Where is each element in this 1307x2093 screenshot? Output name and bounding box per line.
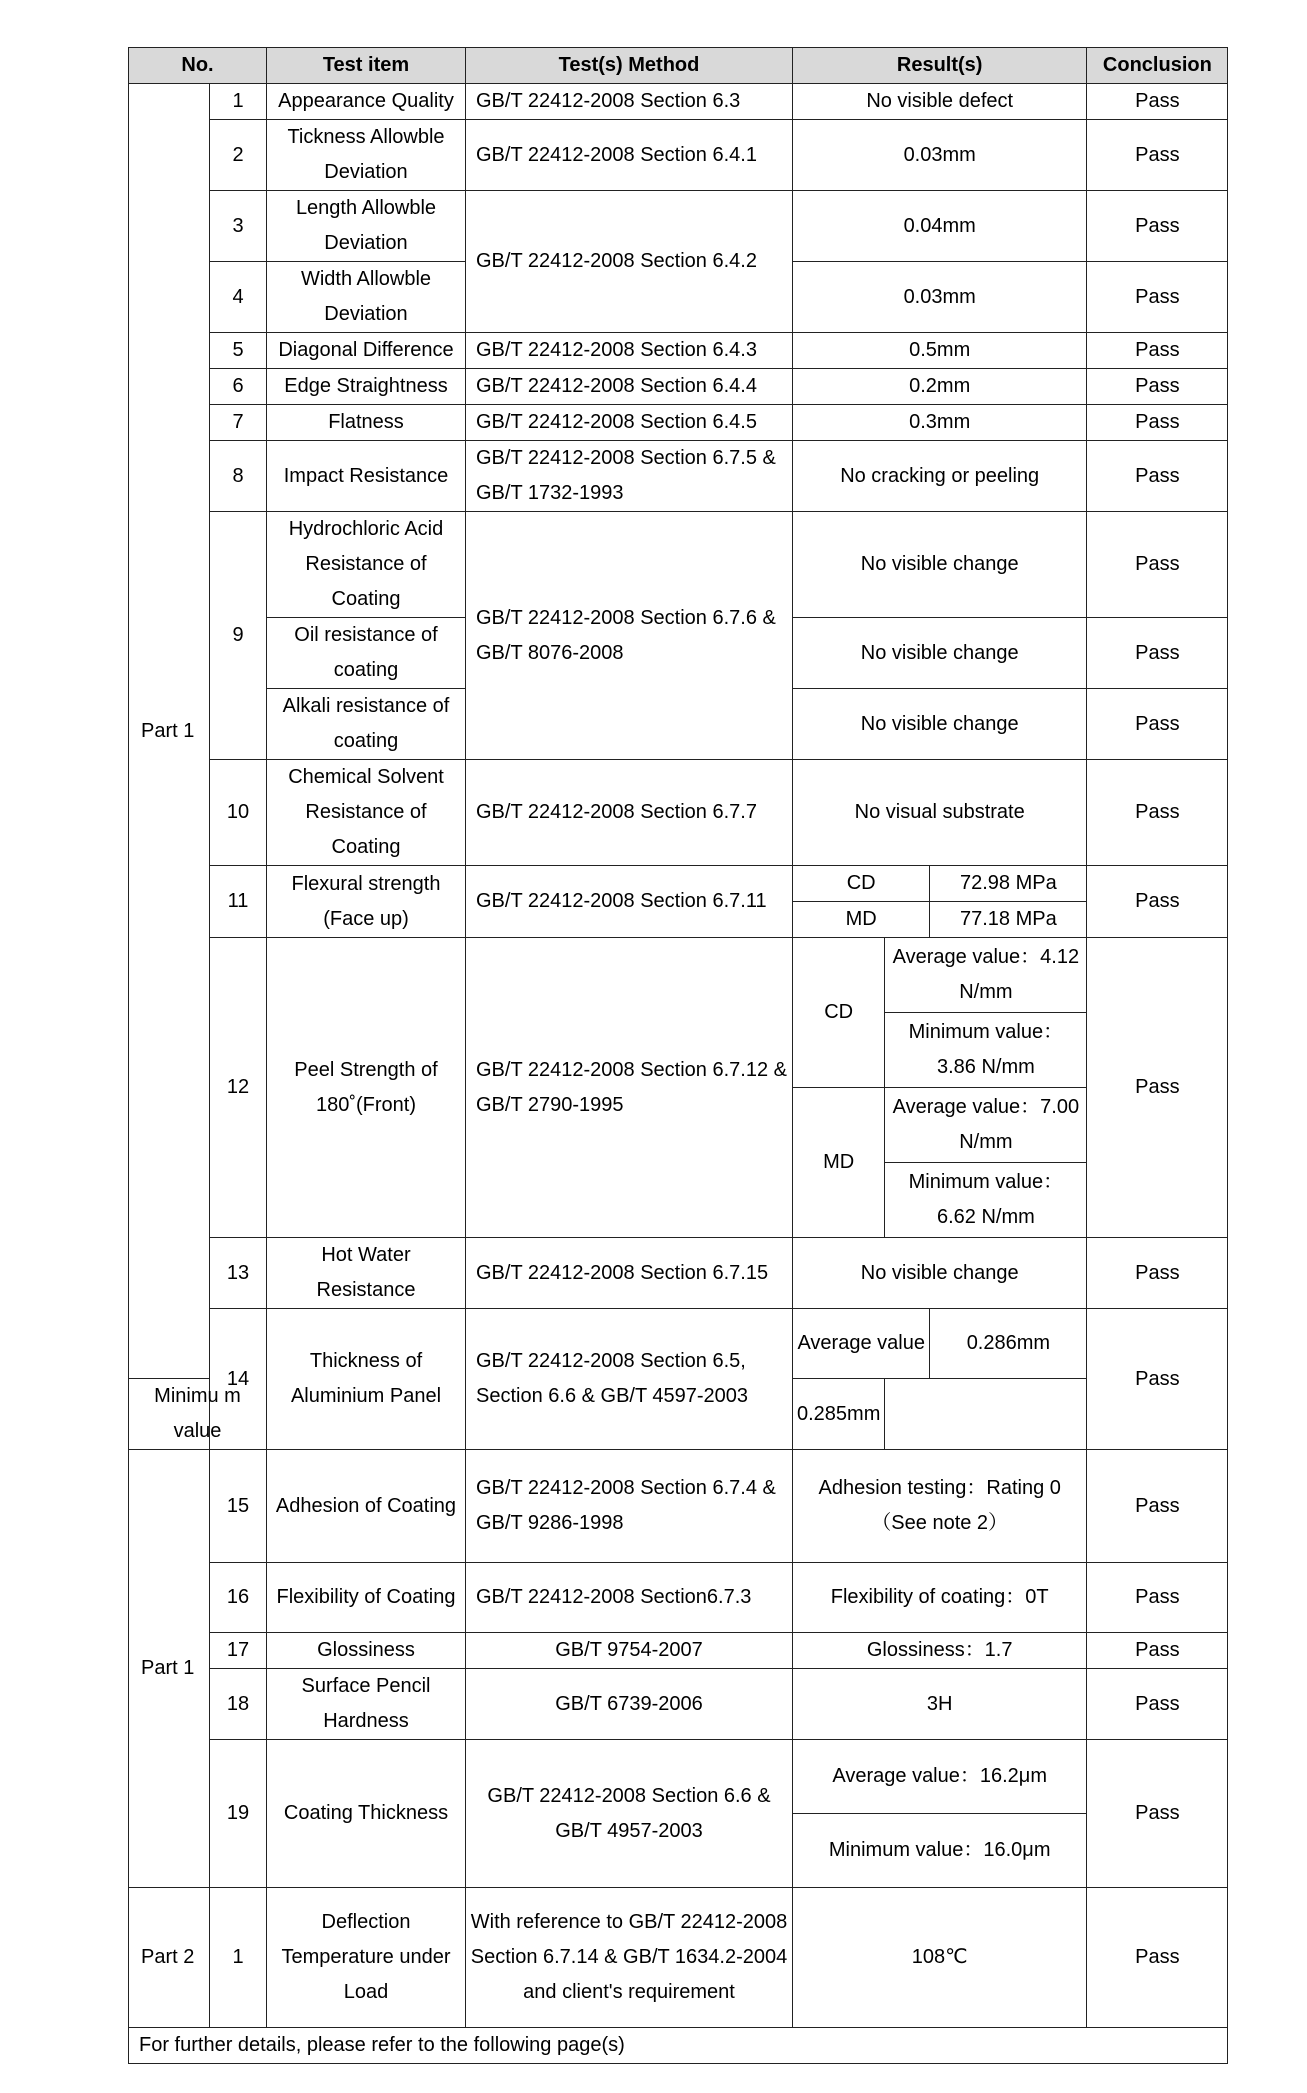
test-result: Glossiness：1.7 bbox=[793, 1633, 1087, 1669]
test-result: No cracking or peeling bbox=[793, 441, 1087, 512]
table-row bbox=[129, 120, 1228, 191]
test-result: 0.03mm bbox=[793, 262, 1087, 333]
test-item: Flexural strength (Face up) bbox=[267, 866, 466, 938]
conclusion: Pass bbox=[1087, 441, 1228, 512]
test-result: 0.286mm bbox=[930, 1309, 1087, 1379]
direction-label: CD bbox=[793, 938, 885, 1088]
table-row bbox=[129, 866, 1228, 902]
conclusion: Pass bbox=[1087, 369, 1228, 405]
row-number: 16 bbox=[210, 1563, 267, 1633]
table-row bbox=[129, 441, 1228, 512]
test-method: GB/T 22412-2008 Section 6.5, Section 6.6 & GB/T 4597-2003 bbox=[466, 1309, 793, 1450]
row-number: 6 bbox=[210, 369, 267, 405]
conclusion: Pass bbox=[1087, 512, 1228, 618]
conclusion: Pass bbox=[1087, 1888, 1228, 2028]
row-number: 1 bbox=[210, 84, 267, 120]
row-number: 10 bbox=[210, 760, 267, 866]
test-method: GB/T 22412-2008 Section 6.7.5 & GB/T 1732-1993 bbox=[466, 441, 793, 512]
conclusion: Pass bbox=[1087, 1563, 1228, 1633]
table-row bbox=[129, 512, 1228, 618]
header-results: Result(s) bbox=[793, 48, 1087, 84]
test-method: GB/T 22412-2008 Section 6.7.4 & GB/T 9286-1998 bbox=[466, 1450, 793, 1563]
table-row bbox=[129, 1309, 1228, 1379]
test-result: Flexibility of coating：0T bbox=[793, 1563, 1087, 1633]
table-row bbox=[129, 1740, 1228, 1814]
part-label: Part 1 bbox=[129, 1450, 210, 1888]
conclusion: Pass bbox=[1087, 1633, 1228, 1669]
conclusion: Pass bbox=[1087, 1309, 1228, 1450]
test-result: No visual substrate bbox=[793, 760, 1087, 866]
table-row bbox=[129, 369, 1228, 405]
conclusion: Pass bbox=[1087, 333, 1228, 369]
table-row bbox=[129, 84, 1228, 120]
row-number: 11 bbox=[210, 866, 267, 938]
row-number: 2 bbox=[210, 120, 267, 191]
test-item: Surface Pencil Hardness bbox=[267, 1669, 466, 1740]
test-method: GB/T 22412-2008 Section 6.7.15 bbox=[466, 1238, 793, 1309]
conclusion: Pass bbox=[1087, 191, 1228, 262]
test-item: Adhesion of Coating bbox=[267, 1450, 466, 1563]
test-method: GB/T 22412-2008 Section 6.4.1 bbox=[466, 120, 793, 191]
test-result: Minimum value：16.0μm bbox=[793, 1814, 1087, 1888]
test-item: Edge Straightness bbox=[267, 369, 466, 405]
test-result: Average value：4.12 N/mm bbox=[885, 938, 1087, 1013]
table-row bbox=[129, 938, 1228, 1013]
value-label: Minimu m value bbox=[129, 1379, 267, 1450]
conclusion: Pass bbox=[1087, 1669, 1228, 1740]
table-row bbox=[129, 1238, 1228, 1309]
test-method: With reference to GB/T 22412-2008 Section 6.7.14 & GB/T 1634.2-2004 and client's requirement bbox=[466, 1888, 793, 2028]
table-row bbox=[129, 1669, 1228, 1740]
part-label: Part 1 bbox=[129, 84, 210, 1379]
test-result: No visible change bbox=[793, 1238, 1087, 1309]
test-item: Thickness of Aluminium Panel bbox=[267, 1309, 466, 1450]
conclusion: Pass bbox=[1087, 760, 1228, 866]
test-item: Alkali resistance of coating bbox=[267, 689, 466, 760]
table-row bbox=[129, 405, 1228, 441]
conclusion: Pass bbox=[1087, 1450, 1228, 1563]
direction-label: MD bbox=[793, 902, 930, 938]
test-result: No visible change bbox=[793, 689, 1087, 760]
direction-label: CD bbox=[793, 866, 930, 902]
table-row bbox=[129, 1563, 1228, 1633]
test-item: Width Allowble Deviation bbox=[267, 262, 466, 333]
test-results-table bbox=[128, 47, 1228, 2064]
test-item: Length Allowble Deviation bbox=[267, 191, 466, 262]
test-method: GB/T 22412-2008 Section 6.7.12 & GB/T 2790-1995 bbox=[466, 938, 793, 1238]
test-result: No visible change bbox=[793, 512, 1087, 618]
footer-row bbox=[129, 2028, 1228, 2064]
test-method: GB/T 22412-2008 Section 6.4.2 bbox=[466, 191, 793, 333]
conclusion: Pass bbox=[1087, 120, 1228, 191]
test-result: 0.04mm bbox=[793, 191, 1087, 262]
row-number: 17 bbox=[210, 1633, 267, 1669]
conclusion: Pass bbox=[1087, 84, 1228, 120]
conclusion: Pass bbox=[1087, 938, 1228, 1238]
part-label: Part 2 bbox=[129, 1888, 210, 2028]
test-item: Chemical Solvent Resistance of Coating bbox=[267, 760, 466, 866]
table-row bbox=[129, 333, 1228, 369]
row-number: 15 bbox=[210, 1450, 267, 1563]
test-method: GB/T 22412-2008 Section 6.7.11 bbox=[466, 866, 793, 938]
test-item: Flexibility of Coating bbox=[267, 1563, 466, 1633]
test-item: Impact Resistance bbox=[267, 441, 466, 512]
test-item: Diagonal Difference bbox=[267, 333, 466, 369]
conclusion: Pass bbox=[1087, 689, 1228, 760]
test-method: GB/T 22412-2008 Section 6.4.4 bbox=[466, 369, 793, 405]
test-item: Appearance Quality bbox=[267, 84, 466, 120]
test-item: Glossiness bbox=[267, 1633, 466, 1669]
test-result: No visible defect bbox=[793, 84, 1087, 120]
direction-label: MD bbox=[793, 1088, 885, 1238]
conclusion: Pass bbox=[1087, 1740, 1228, 1888]
table-row bbox=[129, 1450, 1228, 1563]
row-number: 12 bbox=[210, 938, 267, 1238]
test-result: 0.03mm bbox=[793, 120, 1087, 191]
table-row bbox=[129, 191, 1228, 262]
test-result: 0.3mm bbox=[793, 405, 1087, 441]
test-item: Tickness Allowble Deviation bbox=[267, 120, 466, 191]
conclusion: Pass bbox=[1087, 618, 1228, 689]
header-row bbox=[129, 48, 1228, 84]
test-result: 3H bbox=[793, 1669, 1087, 1740]
test-result: 72.98 MPa bbox=[930, 866, 1087, 902]
row-number: 14 bbox=[210, 1309, 267, 1450]
table-row bbox=[129, 1633, 1228, 1669]
test-method: GB/T 22412-2008 Section6.7.3 bbox=[466, 1563, 793, 1633]
test-item: Hot Water Resistance bbox=[267, 1238, 466, 1309]
test-method: GB/T 22412-2008 Section 6.4.3 bbox=[466, 333, 793, 369]
test-result: No visible change bbox=[793, 618, 1087, 689]
test-result: Minimum value：6.62 N/mm bbox=[885, 1163, 1087, 1238]
test-item: Flatness bbox=[267, 405, 466, 441]
test-method: GB/T 22412-2008 Section 6.7.6 & GB/T 8076-2008 bbox=[466, 512, 793, 760]
test-result: 0.285mm bbox=[793, 1379, 885, 1450]
value-label: Average value bbox=[793, 1309, 930, 1379]
row-number: 4 bbox=[210, 262, 267, 333]
test-method: GB/T 22412-2008 Section 6.7.7 bbox=[466, 760, 793, 866]
row-number: 18 bbox=[210, 1669, 267, 1740]
test-result: 0.2mm bbox=[793, 369, 1087, 405]
test-item: Coating Thickness bbox=[267, 1740, 466, 1888]
row-number: 1 bbox=[210, 1888, 267, 2028]
row-number: 13 bbox=[210, 1238, 267, 1309]
conclusion: Pass bbox=[1087, 866, 1228, 938]
header-conclusion: Conclusion bbox=[1087, 48, 1228, 84]
test-item: Deflection Temperature under Load bbox=[267, 1888, 466, 2028]
test-method: GB/T 6739-2006 bbox=[466, 1669, 793, 1740]
conclusion: Pass bbox=[1087, 405, 1228, 441]
test-method: GB/T 9754-2007 bbox=[466, 1633, 793, 1669]
test-result: 77.18 MPa bbox=[930, 902, 1087, 938]
test-result: Minimum value：3.86 N/mm bbox=[885, 1013, 1087, 1088]
test-item: Peel Strength of 180˚(Front) bbox=[267, 938, 466, 1238]
test-result: Adhesion testing：Rating 0 （See note 2） bbox=[793, 1450, 1087, 1563]
table-row bbox=[129, 1888, 1228, 2028]
row-number: 7 bbox=[210, 405, 267, 441]
test-result: Average value：7.00 N/mm bbox=[885, 1088, 1087, 1163]
header-no: No. bbox=[129, 48, 267, 84]
row-number: 19 bbox=[210, 1740, 267, 1888]
row-number: 8 bbox=[210, 441, 267, 512]
test-method: GB/T 22412-2008 Section 6.6 & GB/T 4957-2003 bbox=[466, 1740, 793, 1888]
row-number: 3 bbox=[210, 191, 267, 262]
conclusion: Pass bbox=[1087, 1238, 1228, 1309]
header-test-item: Test item bbox=[267, 48, 466, 84]
row-number: 5 bbox=[210, 333, 267, 369]
test-result: 0.5mm bbox=[793, 333, 1087, 369]
test-item: Hydrochloric Acid Resistance of Coating bbox=[267, 512, 466, 618]
test-method: GB/T 22412-2008 Section 6.4.5 bbox=[466, 405, 793, 441]
test-method: GB/T 22412-2008 Section 6.3 bbox=[466, 84, 793, 120]
row-number: 9 bbox=[210, 512, 267, 760]
table-row bbox=[129, 760, 1228, 866]
test-result: 108℃ bbox=[793, 1888, 1087, 2028]
test-item: Oil resistance of coating bbox=[267, 618, 466, 689]
test-result: Average value：16.2μm bbox=[793, 1740, 1087, 1814]
footer-note: For further details, please refer to the following page(s) bbox=[129, 2028, 1228, 2064]
conclusion: Pass bbox=[1087, 262, 1228, 333]
header-test-method: Test(s) Method bbox=[466, 48, 793, 84]
